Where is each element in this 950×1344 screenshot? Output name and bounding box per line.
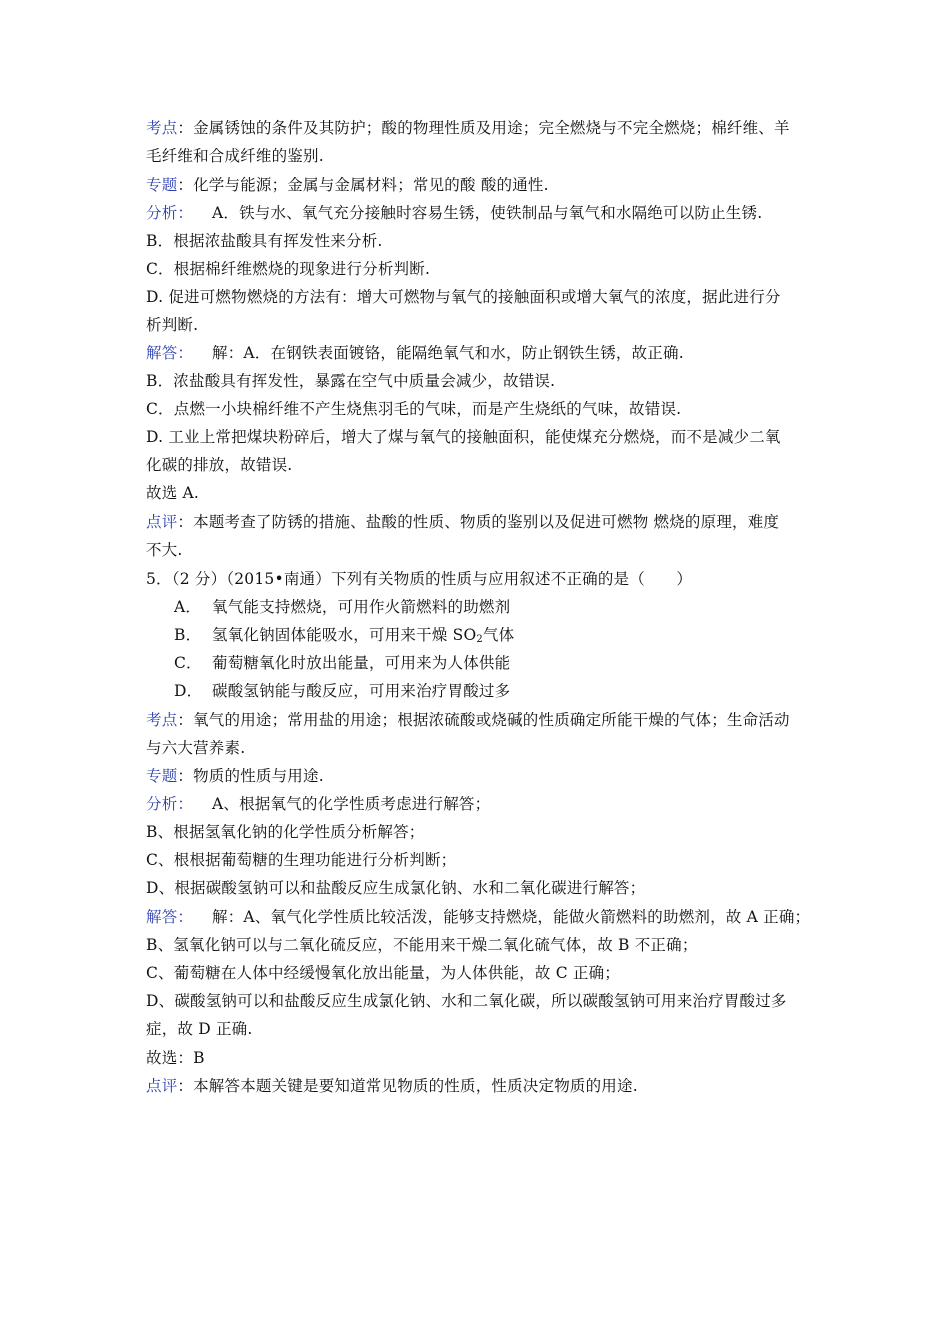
q4-kaodian-line-2: 毛纤维和合成纤维的鉴别. xyxy=(146,147,324,165)
q4-jieda-line-d: D. 工业上常把煤块粉碎后，增大了煤与氧气的接触面积，能使煤充分燃烧，而不是减少二氧 xyxy=(146,428,781,446)
q5-fenxi-line-c: C、根根据葡萄糖的生理功能进行分析判断； xyxy=(146,851,457,869)
kaodian-label: 考点 xyxy=(146,711,178,729)
q4-fenxi-line-c: C．根据棉纤维燃烧的现象进行分析判断. xyxy=(146,260,431,278)
option-text: 氢氧化钠固体能吸水，可用来干燥 SO xyxy=(212,626,477,644)
q4-jieda-line xyxy=(146,343,684,363)
option-text: 碳酸氢钠能与酸反应，可用来治疗胃酸过多 xyxy=(212,682,511,700)
q4-zhuanti-line xyxy=(146,175,549,195)
option-letter: B． xyxy=(174,626,202,644)
dianping-text: ：本题考查了防锈的措施、盐酸的性质、物质的鉴别以及促进可燃物 燃烧的原理，难度 xyxy=(177,513,780,531)
zhuanti-label: 专题 xyxy=(146,767,178,785)
kaodian-text: ：金属锈蚀的条件及其防护；酸的物理性质及用途；完全燃烧与不完全燃烧；棉纤维、羊 xyxy=(177,119,790,137)
q5-fenxi-line-d: D、根据碳酸氢钠可以和盐酸反应生成氯化钠、水和二氧化碳进行解答； xyxy=(146,879,646,897)
q4-dianping-line xyxy=(146,512,779,532)
q5-kaodian-line xyxy=(146,710,790,730)
kaodian-text: ：氧气的用途；常用盐的用途；根据浓硫酸或烧碱的性质确定所能干燥的气体；生命活动 xyxy=(177,711,790,729)
zhuanti-label: 专题 xyxy=(146,176,178,194)
q5-kaodian-line-2: 与六大营养素. xyxy=(146,739,246,757)
q5-jieda-line-c: C、葡萄糖在人体中经缓慢氧化放出能量，为人体供能，故 C 正确； xyxy=(146,964,620,982)
q5-jieda-line xyxy=(146,907,810,927)
q4-fenxi-line-d: D. 促进可燃物燃烧的方法有：增大可燃物与氧气的接触面积或增大氧气的浓度，据此进行分 xyxy=(146,288,781,306)
jieda-text: 解：A、氧气化学性质比较活泼，能够支持燃烧，能做火箭燃料的助燃剂，故 A 正确； xyxy=(212,908,811,926)
q4-jieda-line-b: B．浓盐酸具有挥发性，暴露在空气中质量会减少，故错误. xyxy=(146,372,556,390)
subscript: 2 xyxy=(476,634,483,645)
dianping-label: 点评 xyxy=(146,513,178,531)
kaodian-label: 考点 xyxy=(146,119,178,137)
q4-jieda-line-d2: 化碳的排放，故错误. xyxy=(146,456,293,474)
q5-dianping-line xyxy=(146,1076,638,1096)
q4-fenxi-line xyxy=(146,203,762,223)
zhuanti-text: ：化学与能源；金属与金属材料；常见的酸 酸的通性. xyxy=(177,176,549,194)
q5-jieda-line-d2: 症，故 D 正确. xyxy=(146,1020,253,1038)
dianping-text: ：本解答本题关键是要知道常见物质的性质，性质决定物质的用途. xyxy=(177,1077,638,1095)
q4-dianping-line-2: 不大. xyxy=(146,541,183,559)
q5-option-b xyxy=(174,625,514,645)
option-text: 氧气能支持燃烧，可用作火箭燃料的助燃剂 xyxy=(212,598,511,616)
option-letter: D． xyxy=(174,682,203,700)
jieda-label: 解答： xyxy=(146,344,194,362)
q5-fenxi-line xyxy=(146,794,490,814)
q4-fenxi-line-b: B．根据浓盐酸具有挥发性来分析. xyxy=(146,232,383,250)
q4-jieda-line-c: C．点燃一小块棉纤维不产生烧焦羽毛的气味，而是产生烧纸的气味，故错误. xyxy=(146,400,682,418)
q5-stem: 5．（2 分）（2015•南通）下列有关物质的性质与应用叙述不正确的是（ ） xyxy=(146,570,693,588)
option-letter: A． xyxy=(174,598,202,616)
fenxi-label: 分析： xyxy=(146,795,194,813)
q5-option-d xyxy=(174,681,510,701)
option-letter: C． xyxy=(174,654,202,672)
jieda-label: 解答： xyxy=(146,908,194,926)
q5-option-a xyxy=(174,597,510,617)
fenxi-text: A．铁与水、氧气充分接触时容易生锈，使铁制品与氧气和水隔绝可以防止生锈. xyxy=(212,204,763,222)
q5-answer-line: 故选：B xyxy=(146,1049,205,1067)
q4-kaodian-line xyxy=(146,118,790,138)
q5-jieda-line-b: B、氢氧化钠可以与二氧化硫反应，不能用来干燥二氧化硫气体，故 B 不正确； xyxy=(146,936,698,954)
q5-zhuanti-line xyxy=(146,766,324,786)
jieda-text: 解：A．在钢铁表面镀铬，能隔绝氧气和水，防止钢铁生锈，故正确. xyxy=(212,344,684,362)
dianping-label: 点评 xyxy=(146,1077,178,1095)
fenxi-label: 分析： xyxy=(146,204,194,222)
q5-option-c xyxy=(174,653,510,673)
q5-fenxi-line-b: B、根据氢氧化钠的化学性质分析解答； xyxy=(146,823,425,841)
q4-answer-line: 故选 A. xyxy=(146,484,200,502)
zhuanti-text: ：物质的性质与用途. xyxy=(177,767,324,785)
q5-jieda-line-d: D、碳酸氢钠可以和盐酸反应生成氯化钠、水和二氧化碳，所以碳酸氢钠可用来治疗胃酸过多 xyxy=(146,992,787,1010)
fenxi-text: A、根据氧气的化学性质考虑进行解答； xyxy=(212,795,491,813)
option-text: 葡萄糖氧化时放出能量，可用来为人体供能 xyxy=(212,654,511,672)
q4-fenxi-line-d2: 析判断. xyxy=(146,316,199,334)
option-text-tail: 气体 xyxy=(482,626,515,644)
